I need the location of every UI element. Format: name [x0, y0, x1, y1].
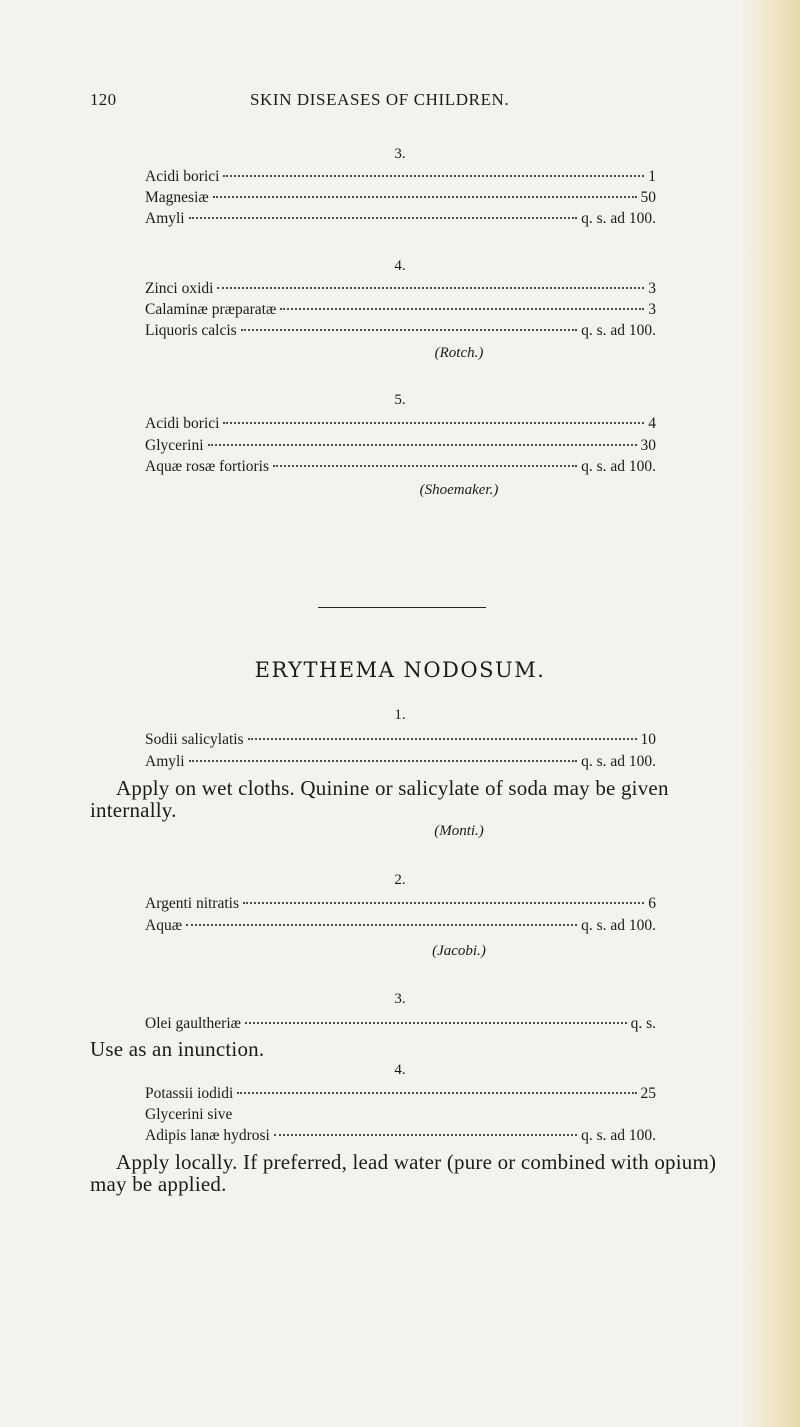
amount: q. s. ad 100.: [581, 458, 656, 475]
leader-dots: [273, 465, 577, 467]
attribution: (Rotch.): [434, 345, 484, 361]
leader-dots: [223, 422, 644, 424]
amount: q. s. ad 100.: [581, 210, 656, 227]
recipe-line: [145, 1015, 656, 1033]
ingredient: Amyli: [145, 210, 185, 227]
recipe-line: [145, 189, 656, 207]
recipe-line: [145, 1106, 656, 1124]
formula-number: 4.: [394, 258, 406, 274]
ingredient: Acidi borici: [145, 168, 220, 185]
ingredient: Magnesiæ: [145, 189, 209, 206]
recipe-line: [145, 458, 656, 476]
leader-dots: [280, 308, 644, 310]
amount: 10: [640, 731, 656, 748]
amount: 1: [648, 168, 656, 185]
ingredient: Glycerini: [145, 437, 204, 454]
ingredient: Olei gaultheriæ: [145, 1015, 241, 1032]
amount: 30: [640, 437, 656, 454]
ingredient: Aquæ: [145, 917, 183, 934]
instruction-paragraph: Apply on wet cloths. Quinine or salicylate of soda may be given internally.: [90, 776, 669, 822]
amount: q. s. ad 100.: [581, 753, 656, 770]
recipe-line: [145, 322, 656, 340]
amount: 3: [648, 301, 656, 318]
formula-number: 3.: [394, 146, 406, 162]
amount: q. s.: [630, 1015, 656, 1032]
leader-dots: [208, 444, 637, 446]
recipe-line: [145, 731, 656, 749]
ingredient: Liquoris calcis: [145, 322, 237, 339]
page-header: [90, 90, 730, 114]
formula-number: 2.: [394, 872, 406, 888]
running-title: SKIN DISEASES OF CHILDREN.: [250, 90, 510, 109]
recipe-line: [145, 1085, 656, 1103]
instruction-paragraph: Apply locally. If preferred, lead water (pure or combined with opium) may be applied.: [90, 1150, 717, 1196]
ingredient: Zinci oxidi: [145, 280, 214, 297]
ingredient: Amyli: [145, 753, 185, 770]
amount: 50: [640, 189, 656, 206]
leader-dots: [189, 217, 577, 219]
ingredient: Sodii salicylatis: [145, 731, 244, 748]
ingredient: Adipis lanæ hydrosi: [145, 1127, 270, 1144]
formula-number: 4.: [394, 1062, 406, 1078]
leader-dots: [217, 287, 644, 289]
formula-number: 5.: [394, 392, 406, 408]
recipe-line: [145, 301, 656, 319]
page-number: 120: [90, 90, 117, 109]
attribution: (Jacobi.): [432, 943, 486, 959]
section-divider: [318, 607, 486, 608]
instruction-paragraph: Use as an inunction.: [90, 1037, 265, 1061]
leader-dots: [189, 760, 577, 762]
attribution: (Shoemaker.): [419, 482, 499, 498]
amount: 6: [648, 895, 656, 912]
leader-dots: [213, 196, 637, 198]
recipe-line: [145, 917, 656, 935]
leader-dots: [248, 738, 637, 740]
amount: 25: [640, 1085, 656, 1102]
ingredient: Calaminæ præparatæ: [145, 301, 277, 318]
formula-number: 1.: [394, 707, 406, 723]
ingredient: Potassii iodidi: [145, 1085, 234, 1102]
recipe-line: [145, 415, 656, 433]
leader-dots: [223, 175, 644, 177]
leader-dots: [237, 1092, 636, 1094]
amount: 3: [648, 280, 656, 297]
leader-dots: [243, 902, 644, 904]
attribution: (Monti.): [434, 823, 484, 839]
amount: q. s. ad 100.: [581, 322, 656, 339]
leader-dots: [274, 1134, 577, 1136]
ingredient: Argenti nitratis: [145, 895, 239, 912]
recipe-line: [145, 895, 656, 913]
leader-dots: [245, 1022, 627, 1024]
leader-dots: [186, 924, 577, 926]
amount: q. s. ad 100.: [581, 1127, 656, 1144]
recipe-line: [145, 753, 656, 771]
section-title: ERYTHEMA NODOSUM.: [254, 658, 546, 682]
amount: 4: [648, 415, 656, 432]
formula-number: 3.: [394, 991, 406, 1007]
recipe-line: [145, 280, 656, 298]
recipe-line: [145, 437, 656, 455]
recipe-line: [145, 1127, 656, 1145]
ingredient: Aquæ rosæ fortioris: [145, 458, 269, 475]
ingredient: Acidi borici: [145, 415, 220, 432]
amount: q. s. ad 100.: [581, 917, 656, 934]
recipe-line: [145, 168, 656, 186]
recipe-line: [145, 210, 656, 228]
ingredient: Glycerini sive: [145, 1106, 233, 1123]
leader-dots: [241, 329, 577, 331]
